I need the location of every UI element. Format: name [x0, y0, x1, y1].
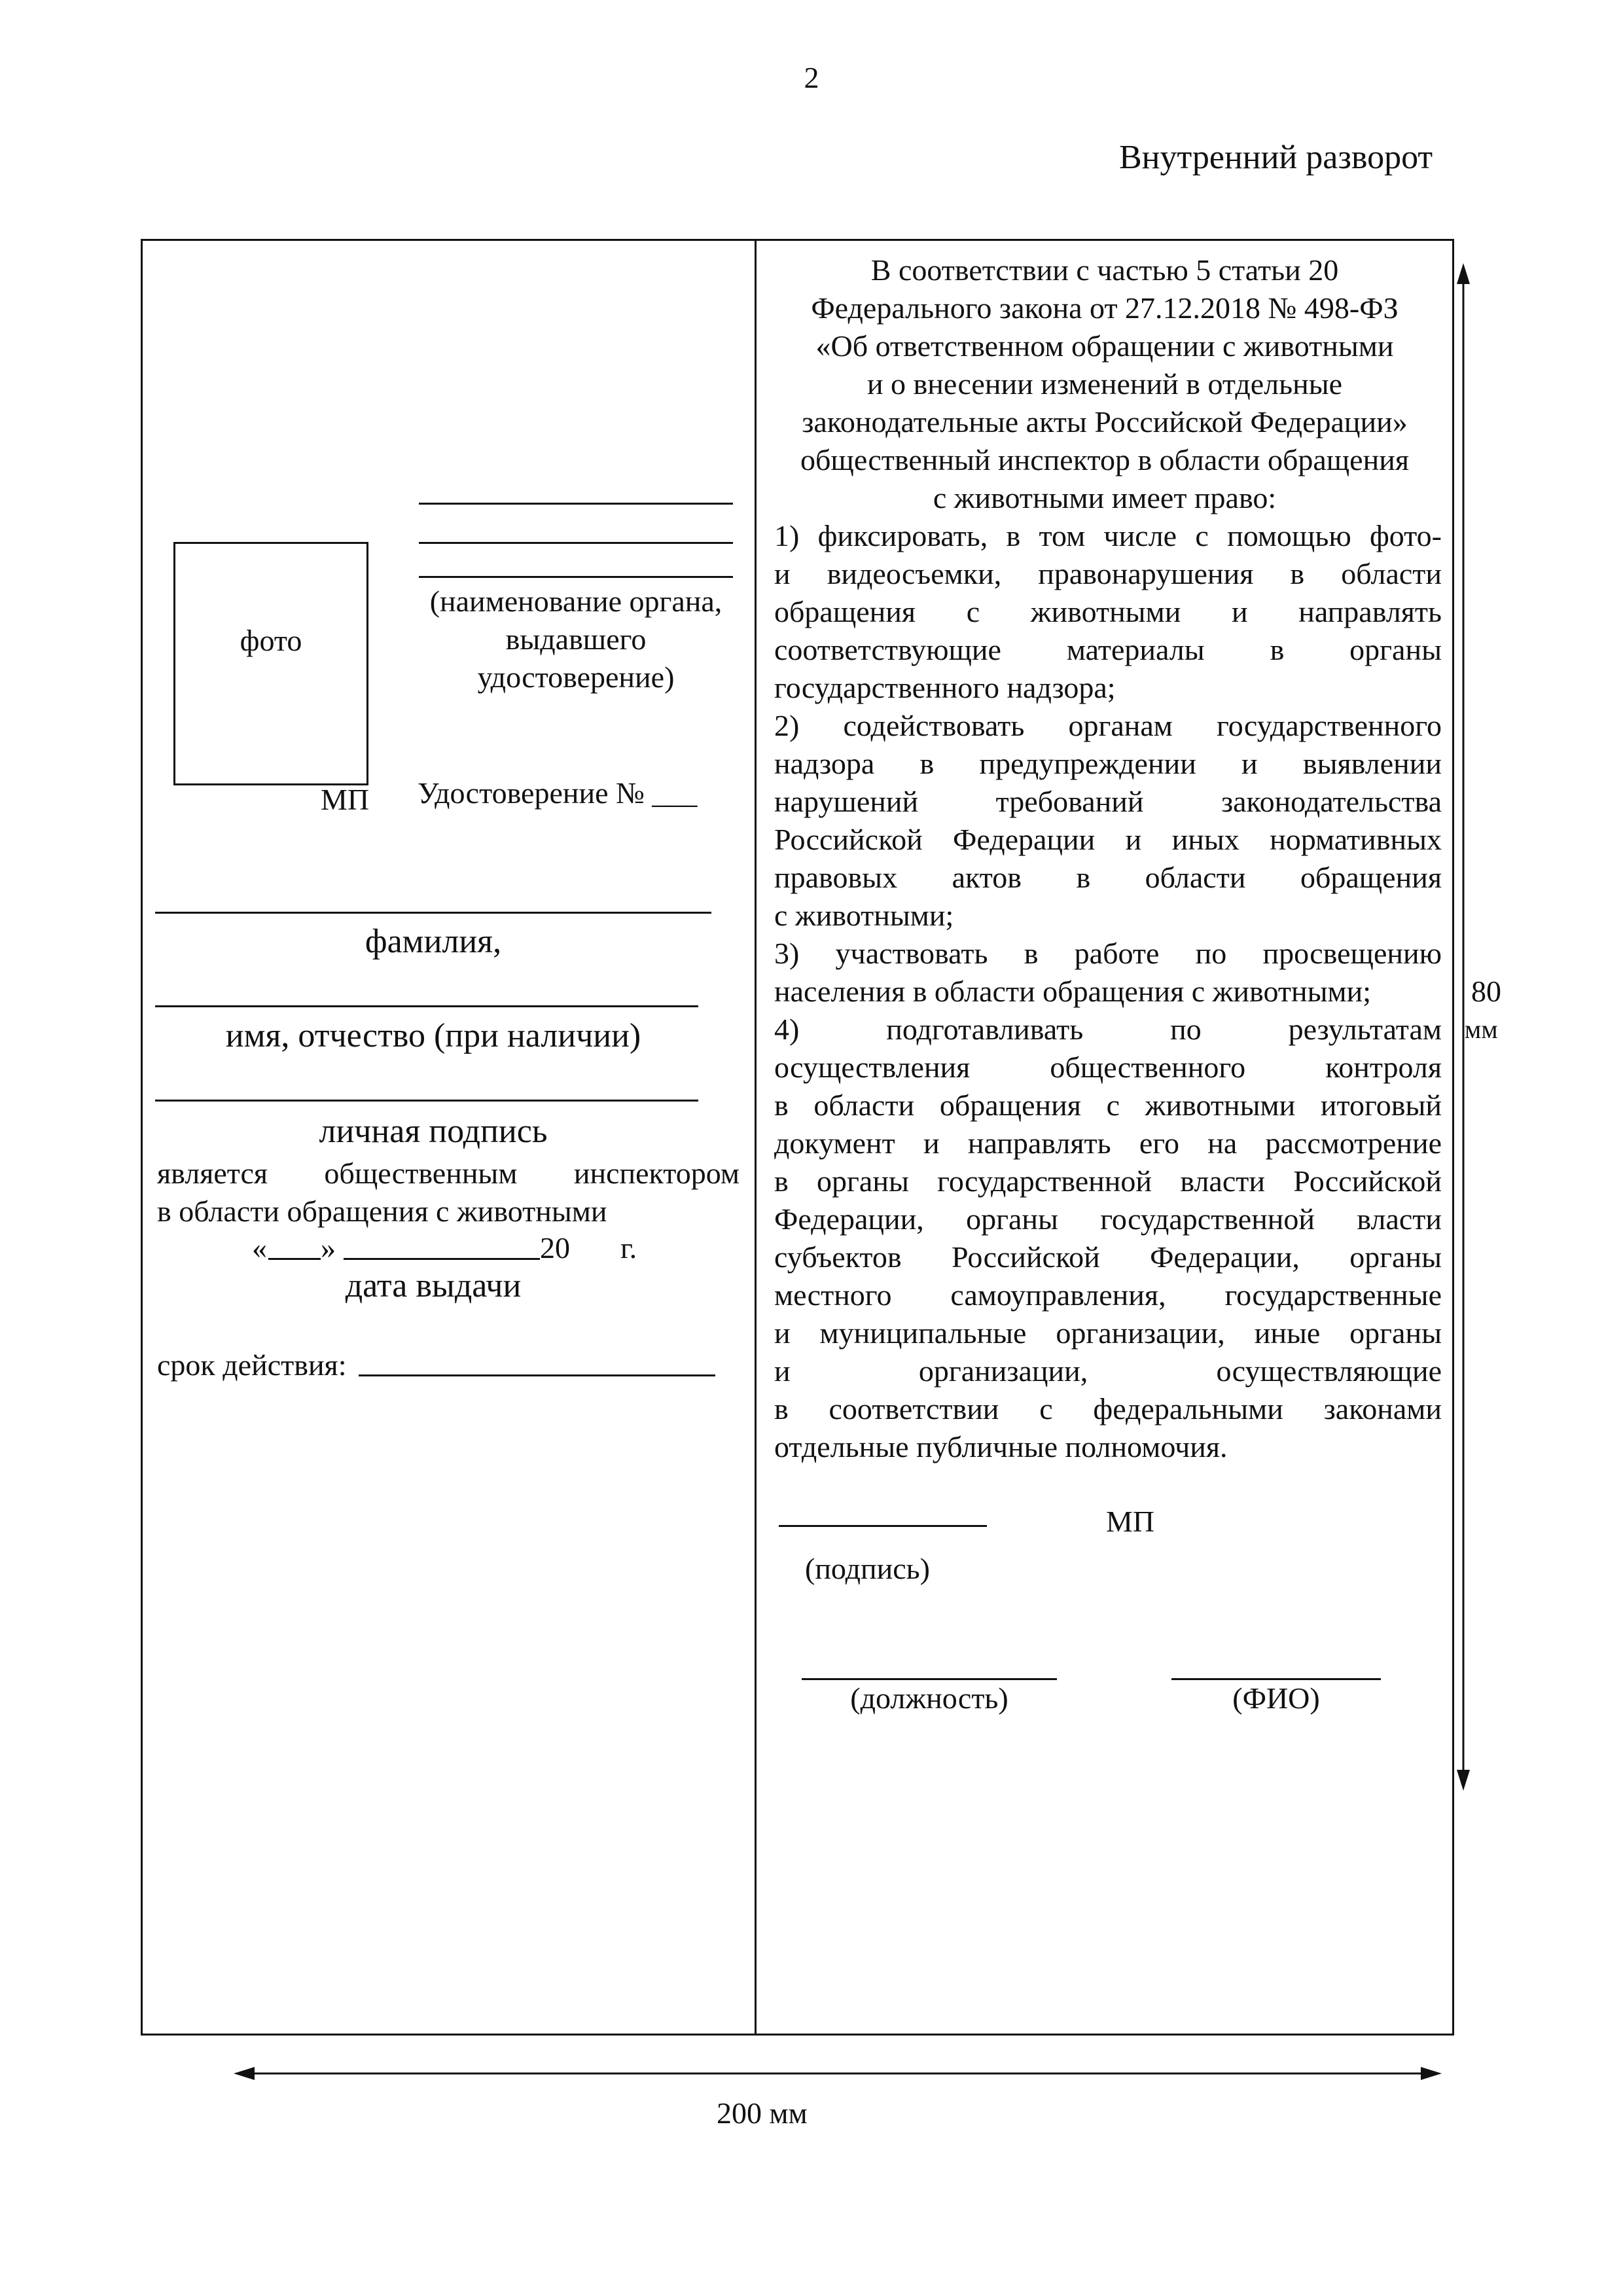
- rights-line: и видеосъемки, правонарушения в области: [774, 557, 1442, 590]
- width-dimension-arrow: [232, 2062, 1443, 2085]
- height-unit: мм: [1465, 1014, 1498, 1044]
- photo-box: [173, 542, 368, 785]
- org-caption-3: удостоверение): [477, 660, 675, 694]
- rights-line: субъектов Российской Федерации, органы: [774, 1240, 1442, 1274]
- rights-line: в области обращения с животными итоговый: [774, 1088, 1442, 1122]
- org-line-3: [419, 576, 733, 578]
- surname-line: [155, 912, 711, 914]
- rights-line: 2) содействовать органам государственного: [774, 709, 1442, 742]
- is-inspector-line-1: [157, 1155, 740, 1193]
- date-day-line: [268, 1258, 321, 1260]
- rights-line: и муниципальные организации, иные органы: [774, 1316, 1442, 1350]
- intro-line-2: Федерального закона от 27.12.2018 № 498-ФЗ: [811, 291, 1399, 325]
- rights-line: соответствующие материалы в органы: [774, 633, 1442, 666]
- date-close-quote: »: [321, 1231, 336, 1265]
- date-year: 20: [540, 1231, 570, 1265]
- rights-line: в органы государственной власти Российской: [774, 1164, 1442, 1198]
- org-caption-1: (наименование органа,: [429, 584, 722, 618]
- rights-line: в соответствии с федеральными законами: [774, 1392, 1442, 1426]
- is-inspector-word-3: инспектором: [573, 1157, 740, 1190]
- issuer-signature-caption: (подпись): [805, 1552, 930, 1585]
- height-value: 80: [1471, 975, 1501, 1008]
- fio-caption: (ФИО): [1232, 1681, 1320, 1715]
- validity-label: срок действия:: [157, 1348, 347, 1382]
- rights-line: населения в области обращения с животными;: [774, 975, 1371, 1008]
- date-open-quote: «: [252, 1231, 267, 1265]
- certificate-number: Удостоверение № ___: [418, 776, 698, 810]
- rights-line: нарушений требований законодательства: [774, 785, 1442, 818]
- intro-line-1: В соответствии с частью 5 статьи 20: [870, 253, 1339, 287]
- is-inspector-word-1: является: [157, 1157, 268, 1190]
- name-line: [155, 1005, 698, 1007]
- rights-line: обращения с животными и направлять: [774, 595, 1442, 628]
- rights-line: правовых актов в области обращения: [774, 861, 1442, 894]
- rights-line: местного самоуправления, государственные: [774, 1278, 1442, 1312]
- intro-line-5: законодательные акты Российской Федерации»: [802, 405, 1408, 439]
- rights-line: 3) участвовать в работе по просвещению: [774, 937, 1442, 970]
- page-heading: Внутренний разворот: [1119, 139, 1433, 176]
- validity-line: [359, 1374, 715, 1376]
- intro-line-7: с животными имеет право:: [933, 481, 1277, 514]
- rights-line: 4) подготавливать по результатам: [774, 1013, 1442, 1046]
- signature-line: [155, 1100, 698, 1102]
- intro-line-3: «Об ответственном обращении с животными: [815, 329, 1394, 363]
- surname-caption: фамилия,: [365, 923, 502, 960]
- intro-line-6: общественный инспектор в области обращения: [800, 443, 1409, 476]
- rights-line: и организации, осуществляющие: [774, 1354, 1442, 1388]
- rights-line: отдельные публичные полномочия.: [774, 1430, 1228, 1463]
- rights-line: Российской Федерации и иных нормативных: [774, 823, 1442, 856]
- rights-line: надзора в предупреждении и выявлении: [774, 747, 1442, 780]
- org-line-2: [419, 542, 733, 544]
- issue-date-caption: дата выдачи: [345, 1267, 522, 1304]
- position-caption: (должность): [850, 1681, 1008, 1715]
- org-caption-2: выдавшего: [505, 622, 647, 656]
- intro-line-4: и о внесении изменений в отдельные: [866, 367, 1343, 401]
- issuer-signature-line: [779, 1525, 987, 1527]
- right-stamp-label: МП: [1106, 1505, 1155, 1538]
- photo-label: фото: [240, 624, 302, 657]
- is-inspector-line-2: в области обращения с животными: [157, 1194, 607, 1228]
- rights-line: документ и направлять его на рассмотрение: [774, 1126, 1442, 1160]
- signature-caption: личная подпись: [319, 1113, 548, 1150]
- name-caption: имя, отчество (при наличии): [225, 1017, 641, 1054]
- page-number: 2: [804, 61, 819, 94]
- rights-line: государственного надзора;: [774, 671, 1116, 704]
- rights-line: Федерации, органы государственной власти: [774, 1202, 1442, 1236]
- org-line-1: [419, 503, 733, 505]
- width-label: 200 мм: [717, 2096, 808, 2130]
- rights-line: с животными;: [774, 899, 954, 932]
- date-suffix: г.: [620, 1231, 637, 1265]
- left-stamp-label: МП: [321, 783, 370, 816]
- rights-line: осуществления общественного контроля: [774, 1050, 1442, 1084]
- rights-line: 1) фиксировать, в том числе с помощью фото-: [774, 519, 1442, 552]
- is-inspector-word-2: общественным: [324, 1157, 518, 1190]
- panel-divider: [755, 239, 757, 2036]
- date-month-line: [344, 1258, 540, 1260]
